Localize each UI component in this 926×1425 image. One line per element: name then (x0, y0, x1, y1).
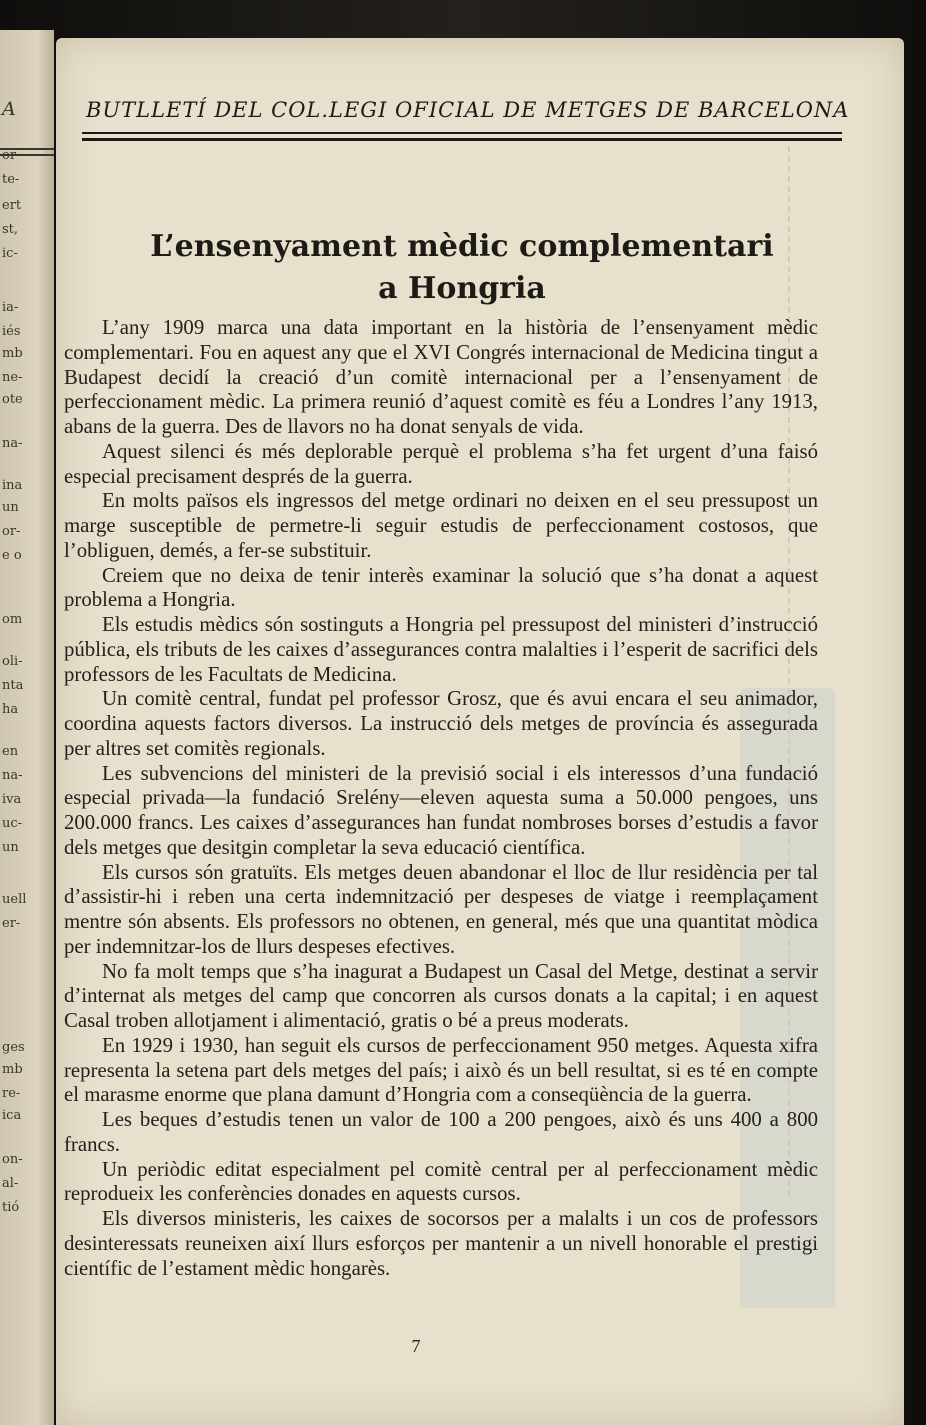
previous-page-fragment: or- (2, 524, 21, 539)
previous-page-fragment: er- (2, 916, 21, 931)
previous-page-fragment: un (2, 840, 19, 855)
previous-page-fragment: ha (2, 702, 19, 717)
paragraph: L’any 1909 marca una data important en la història de l’ensenyament mèdic complementari. Fou en aquest any que el XVI Congrés internacional de Medicina tingut a Budapest decidí la creació d’un comitè internacional per a l’ensenyament de perfeccionament mèdic. La primera reunió d’aquest comitè es féu a Londres l’any 1913, abans de la guerra. Des de llavors no ha donat senyals de vida. (64, 316, 818, 438)
previous-page-fragment: al- (2, 1176, 19, 1191)
previous-page-fragment: ote (2, 392, 23, 407)
paragraph: Els diversos ministeris, les caixes de socorsos per a malalts i un cos de professors desinteressats reuneixen així llurs esforços per mantenir a un nivell honorable el prestigi científic de l’estament mèdic hongarès. (64, 1207, 818, 1280)
article-title-line-2: a Hongria (378, 271, 546, 306)
paragraph: Un periòdic editat especialment pel comitè central per al perfeccionament mèdic reprodueix les conferències donades en aquests cursos. (64, 1157, 818, 1206)
previous-page-fragment: ina (2, 478, 23, 493)
previous-page-edge (0, 30, 54, 1425)
previous-page-fragment: or- (2, 148, 21, 163)
previous-page-fragment: e o (2, 548, 22, 563)
paragraph: Els cursos són gratuïts. Els metges deuen abandonar el lloc de llur residència per tal d’assistir-hi i reben una certa indemnització per despeses de viatge i reemplaçament mentre són absents. Els professors no obtenen, en general, més que una quantitat mòdica per indemnitzar-los de llurs despeses efectives. (64, 860, 818, 958)
previous-page-fragment: te- (2, 172, 20, 187)
previous-page-fragment: na- (2, 768, 23, 783)
paragraph: Les subvencions del ministeri de la previsió social i els interessos d’una fundació especial privada—la fundació Srelény—eleven aquesta suma a 50.000 pengoes, uns 200.000 francs. Les caixes d’assegurances han fundat nombroses borses d’estudis a favor dels metges que desitgin completar la seva educació científica. (64, 761, 818, 859)
previous-page-fragment: ica (2, 1108, 22, 1123)
previous-page-fragment: ges (2, 1040, 25, 1055)
article-title (86, 226, 838, 310)
previous-page-fragment: oli- (2, 654, 23, 669)
paragraph: Un comitè central, fundat pel professor Grosz, que és avui encara el seu animador, coordina aquests factors diversos. La instrucció dels metges de província és assegurada per altres set comitès regionals. (64, 687, 818, 760)
paragraph: En 1929 i 1930, han seguit els cursos de perfeccionament 950 metges. Aquesta xifra representa la setena part dels metges del país; i això és un bell resultat, si es té en compte el marasme enorme que plana damunt d’Hongria com a conseqüència de la guerra. (64, 1033, 818, 1107)
previous-page-fragment: ne- (2, 370, 23, 385)
previous-page-fragment: ert (2, 198, 22, 213)
article-title-line-1: L’ensenyament mèdic complementari (150, 229, 774, 264)
previous-page-fragment: iva (2, 792, 22, 807)
previous-page-fragment: om (2, 612, 23, 627)
previous-page-fragment: en (2, 744, 19, 759)
paragraph: No fa molt temps que s’ha inagurat a Budapest un Casal del Metge, destinat a servir d’internat als metges del camp que concorren als cursos donats a la capital; i en aquest Casal troben allotjament i alimentació, gratis o bé a preus moderats. (64, 959, 818, 1032)
previous-page-fragment: nta (2, 678, 24, 693)
previous-page-fragment: mb (2, 1062, 23, 1077)
paragraph: Els estudis mèdics són sostinguts a Hongria pel pressupost del ministeri d’instrucció pública, els tributs de les caixes d’assegurances contra malalties i l’esperit de sacrifici dels professors de les Facultats de Medicina. (64, 613, 818, 686)
previous-page-fragment: un (2, 500, 19, 515)
paragraph: En molts països els ingressos del metge ordinari no deixen en el seu pressupost un marge susceptible de permetre-li seguir estudis de perfeccionament costosos, que l’obliguen, demés, a fer-se substituir. (64, 489, 818, 562)
article-body (64, 316, 818, 1281)
header-rule (82, 138, 842, 141)
running-header: BUTLLETÍ DEL COL.LEGI OFICIAL DE METGES DE BARCELONA (86, 98, 850, 122)
previous-page-fragment: na- (2, 436, 23, 451)
previous-page-fragment: ia- (2, 300, 19, 315)
previous-page-fragment: uell (2, 892, 27, 907)
header-rule (82, 132, 842, 134)
previous-page-fragment: uc- (2, 816, 23, 831)
previous-page-fragment: ic- (2, 246, 18, 261)
paragraph: Aquest silenci és més deplorable perquè el problema s’ha fet urgent d’una faisó especial precisament després de la guerra. (64, 439, 818, 488)
paragraph: Creiem que no deixa de tenir interès examinar la solució que s’ha donat a aquest problema a Hongria. (64, 563, 818, 612)
previous-page-fragment: A (2, 98, 16, 120)
page-number: 7 (411, 1336, 421, 1356)
paragraph: Les beques d’estudis tenen un valor de 100 a 200 pengoes, això és uns 400 a 800 francs. (64, 1108, 818, 1156)
previous-page-fragment: iés (2, 324, 21, 339)
previous-page-fragment: mb (2, 346, 23, 361)
previous-page-fragment: tió (2, 1200, 20, 1215)
previous-page-fragment: on- (2, 1152, 23, 1167)
previous-page-fragment: re- (2, 1086, 21, 1101)
journal-page (56, 38, 904, 1425)
previous-page-fragment: st, (2, 222, 19, 237)
